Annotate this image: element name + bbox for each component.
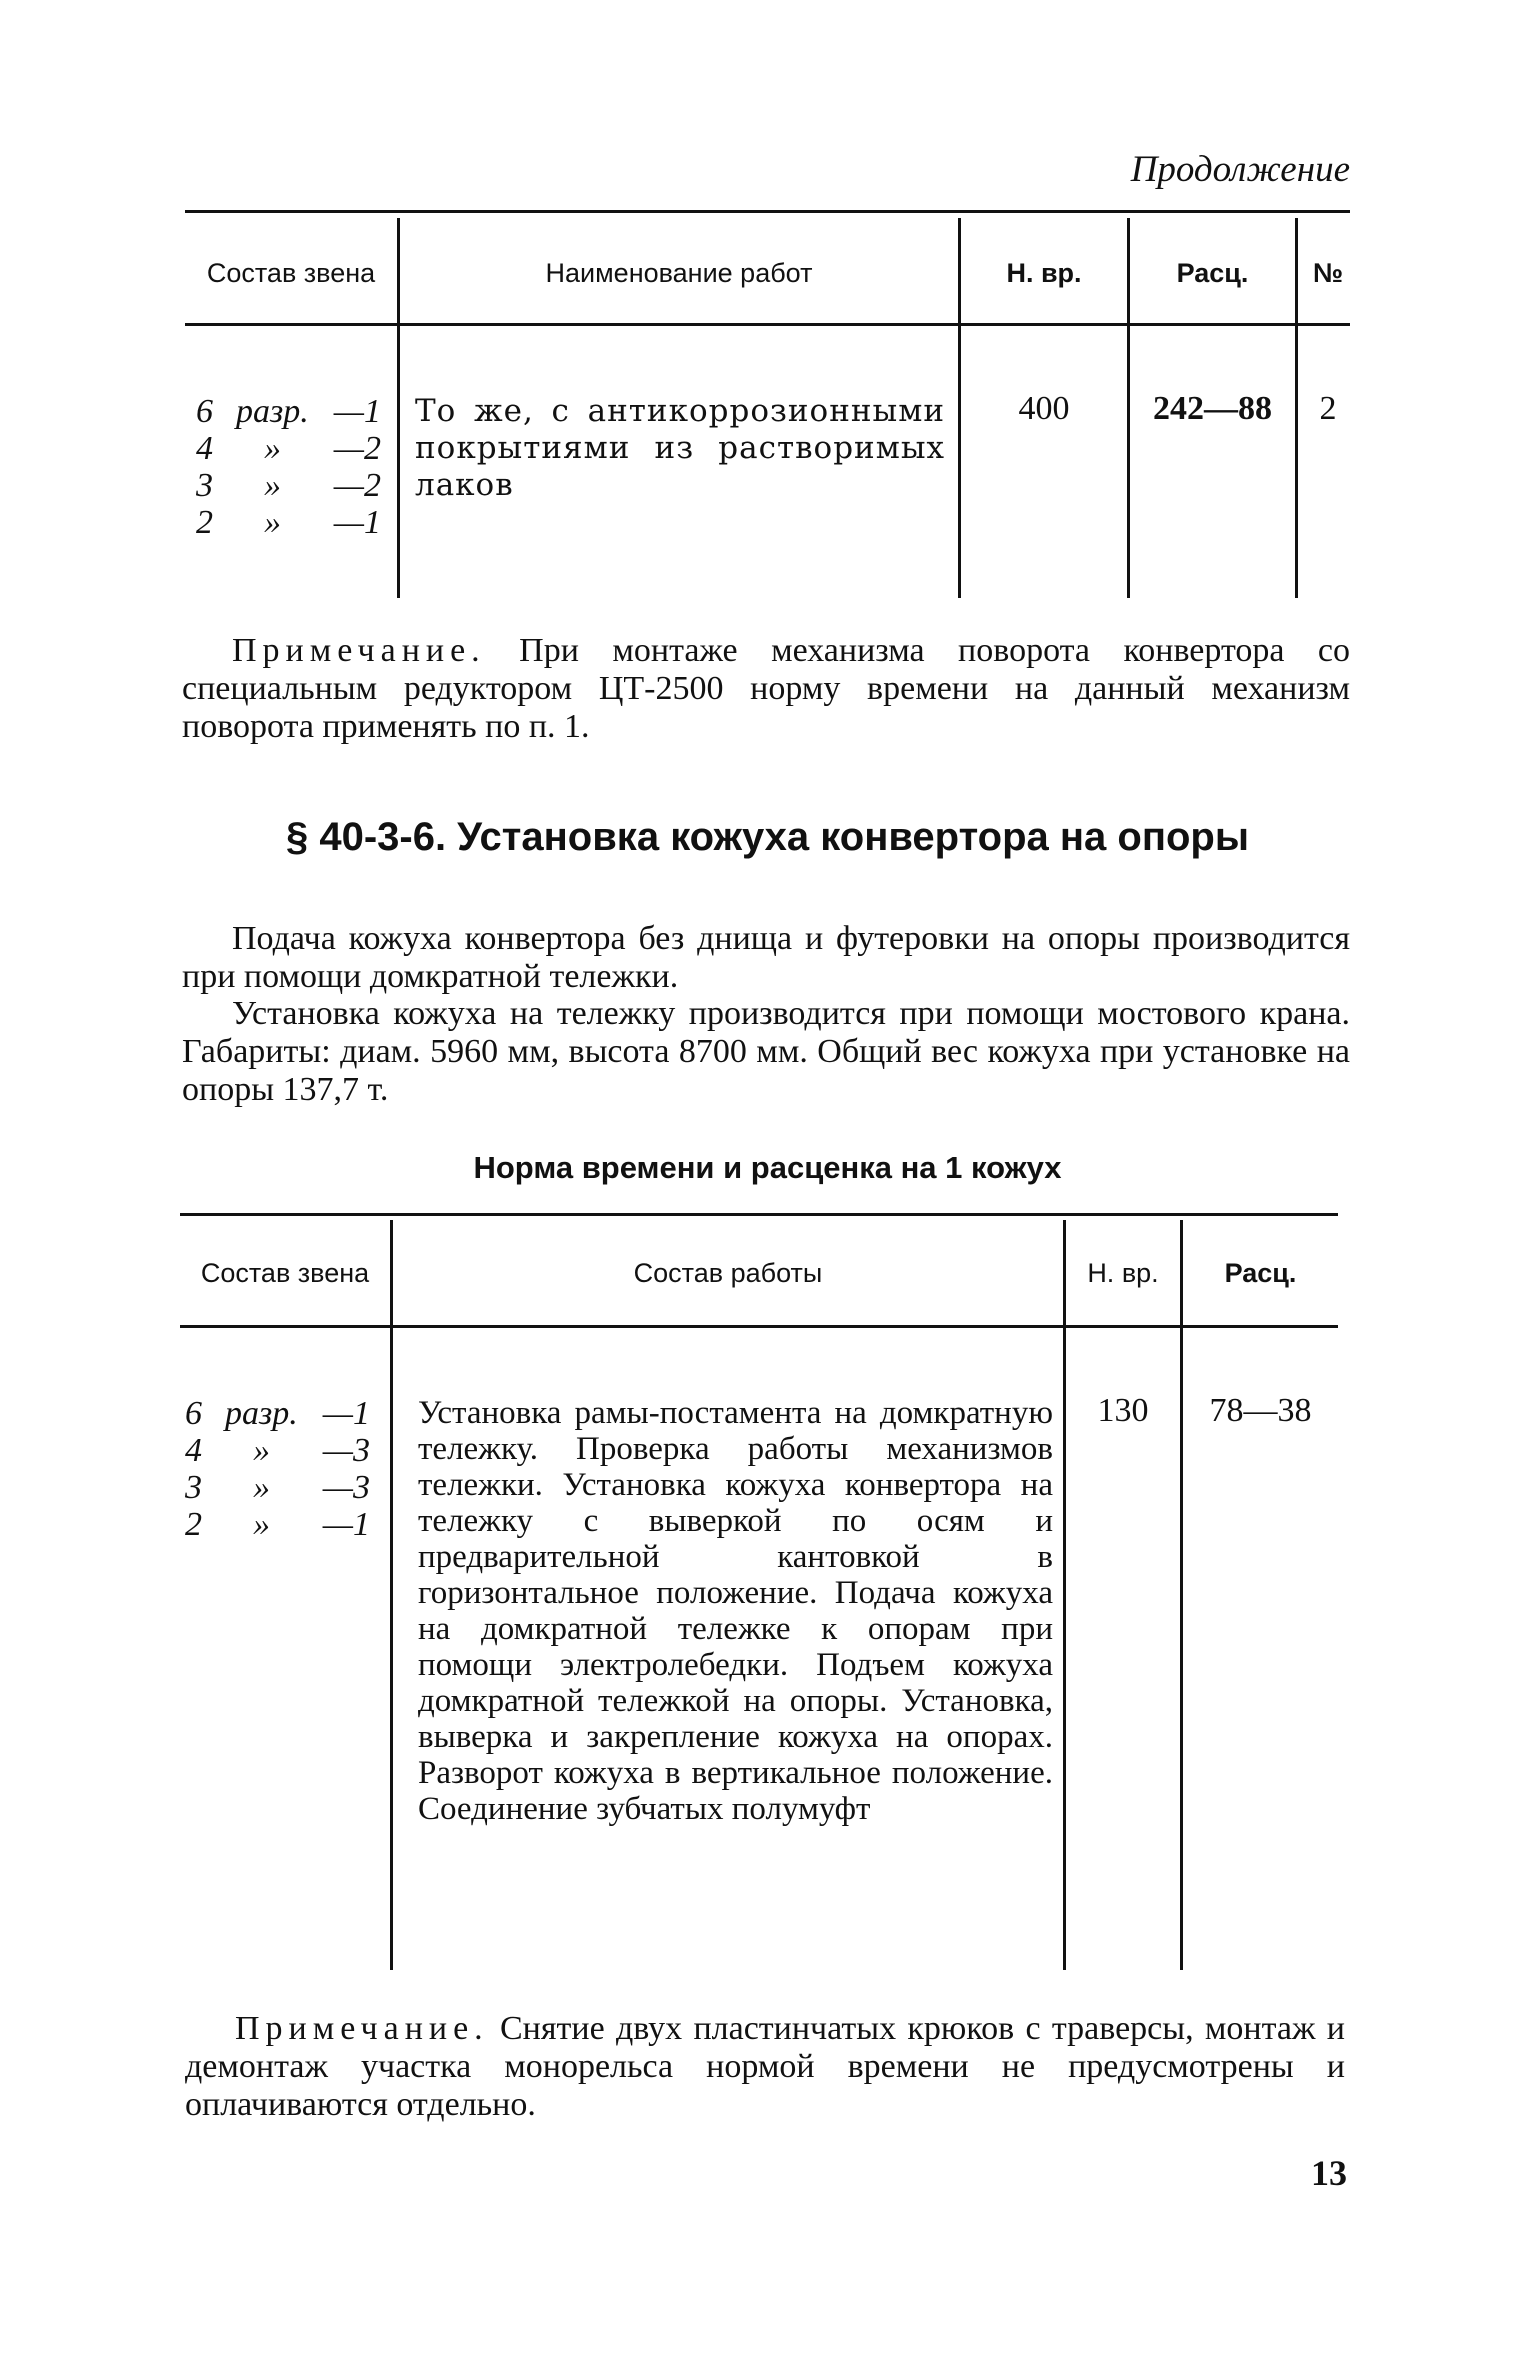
note-2-text: Снятие двух пластинчатых крюков с траверсы, монтаж и демонтаж участка монорельса нормой времени не предусмотрены и оплачиваются отдельно. — [185, 2010, 1345, 2123]
crew-line: 6 разр. —1 — [196, 393, 381, 430]
table-2-title: Норма времени и расценка на 1 кожух — [473, 1150, 1062, 1185]
table-2-header-rate: Расц. — [1224, 1258, 1297, 1288]
table-1-header-crew: Состав звена — [206, 258, 376, 288]
note-1-text: При монтаже механизма поворота конвертора со специальным редуктором ЦТ-2500 норму времени на данный механизм поворота применять по п. 1. — [182, 632, 1351, 745]
crew-line: 2 » —1 — [185, 1506, 370, 1543]
crew-line: 2 » —1 — [196, 504, 381, 541]
table-2-header-norm: Н. вр. — [1087, 1258, 1159, 1288]
table-1-header-rule — [185, 323, 1350, 326]
table-1-work-description: То же, с антикоррозионными покрытиями из растворимых лаков — [415, 393, 945, 503]
crew-line: 4 » —3 — [185, 1432, 370, 1469]
table-1-top-rule — [185, 210, 1350, 213]
table-1-header-num: № — [1312, 258, 1344, 288]
section-title: § 40-3-6. Установка кожуха конвертора на опоры — [285, 815, 1250, 859]
crew-line: 3 » —2 — [196, 467, 381, 504]
table-2-header-rule — [180, 1325, 1338, 1328]
table-2-top-rule — [180, 1213, 1338, 1216]
table-2-header-work: Состав работы — [633, 1258, 823, 1288]
table-2-header-crew: Состав звена — [200, 1258, 370, 1288]
table-2-crew-composition — [185, 1395, 370, 1543]
table-2-rate-value: 78—38 — [1209, 1392, 1312, 1429]
table-1-num-value: 2 — [1319, 390, 1337, 427]
paragraph-2: Установка кожуха на тележку производится при помощи мостового крана. Габариты: диам. 5960 мм, высота 8700 мм. Общий вес кожуха при установке на опоры 137,7 т. — [182, 995, 1350, 1108]
crew-line: 6 разр. —1 — [185, 1395, 370, 1432]
continuation-label: Продолжение — [1130, 149, 1350, 190]
crew-line: 4 » —2 — [196, 430, 381, 467]
paragraph-1: Подача кожуха конвертора без днища и футеровки на опоры производится при помощи домкратной тележки. — [182, 920, 1350, 995]
table-2-col-divider — [1063, 1220, 1066, 1970]
table-1-header-rate: Расц. — [1176, 258, 1249, 288]
table-1-header-work: Наименование работ — [545, 258, 813, 288]
table-1-crew-composition — [196, 393, 381, 541]
table-1-header-norm: Н. вр. — [1006, 258, 1082, 288]
table-2-col-divider — [390, 1220, 393, 1970]
page-number: 13 — [1311, 2153, 1347, 2193]
note-2-label: Примечание. — [235, 2010, 489, 2047]
table-2-col-divider — [1180, 1220, 1183, 1970]
note-2 — [185, 2010, 1345, 2124]
table-2-work-description: Установка рамы-постамента на домкратную тележку. Проверка работы механизмов тележки. Установка кожуха конвертора на тележку с выверкой по осям и предварительной кантовкой в горизонтальное положение. Подача кожуха на домкратной тележке к опорам при помощи электролебедки. Подъем кожуха домкратной тележкой на опоры. Установка, выверка и закрепление кожуха на опорах. Разворот кожуха в вертикальное положение. Соединение зубчатых полумуфт — [418, 1395, 1053, 1827]
note-1 — [182, 632, 1350, 746]
table-2-norm-value: 130 — [1097, 1392, 1149, 1429]
crew-line: 3 » —3 — [185, 1469, 370, 1506]
note-1-label: Примечание. — [232, 632, 486, 669]
table-1-norm-value: 400 — [1018, 390, 1070, 427]
table-1-rate-value: 242—88 — [1153, 390, 1272, 427]
